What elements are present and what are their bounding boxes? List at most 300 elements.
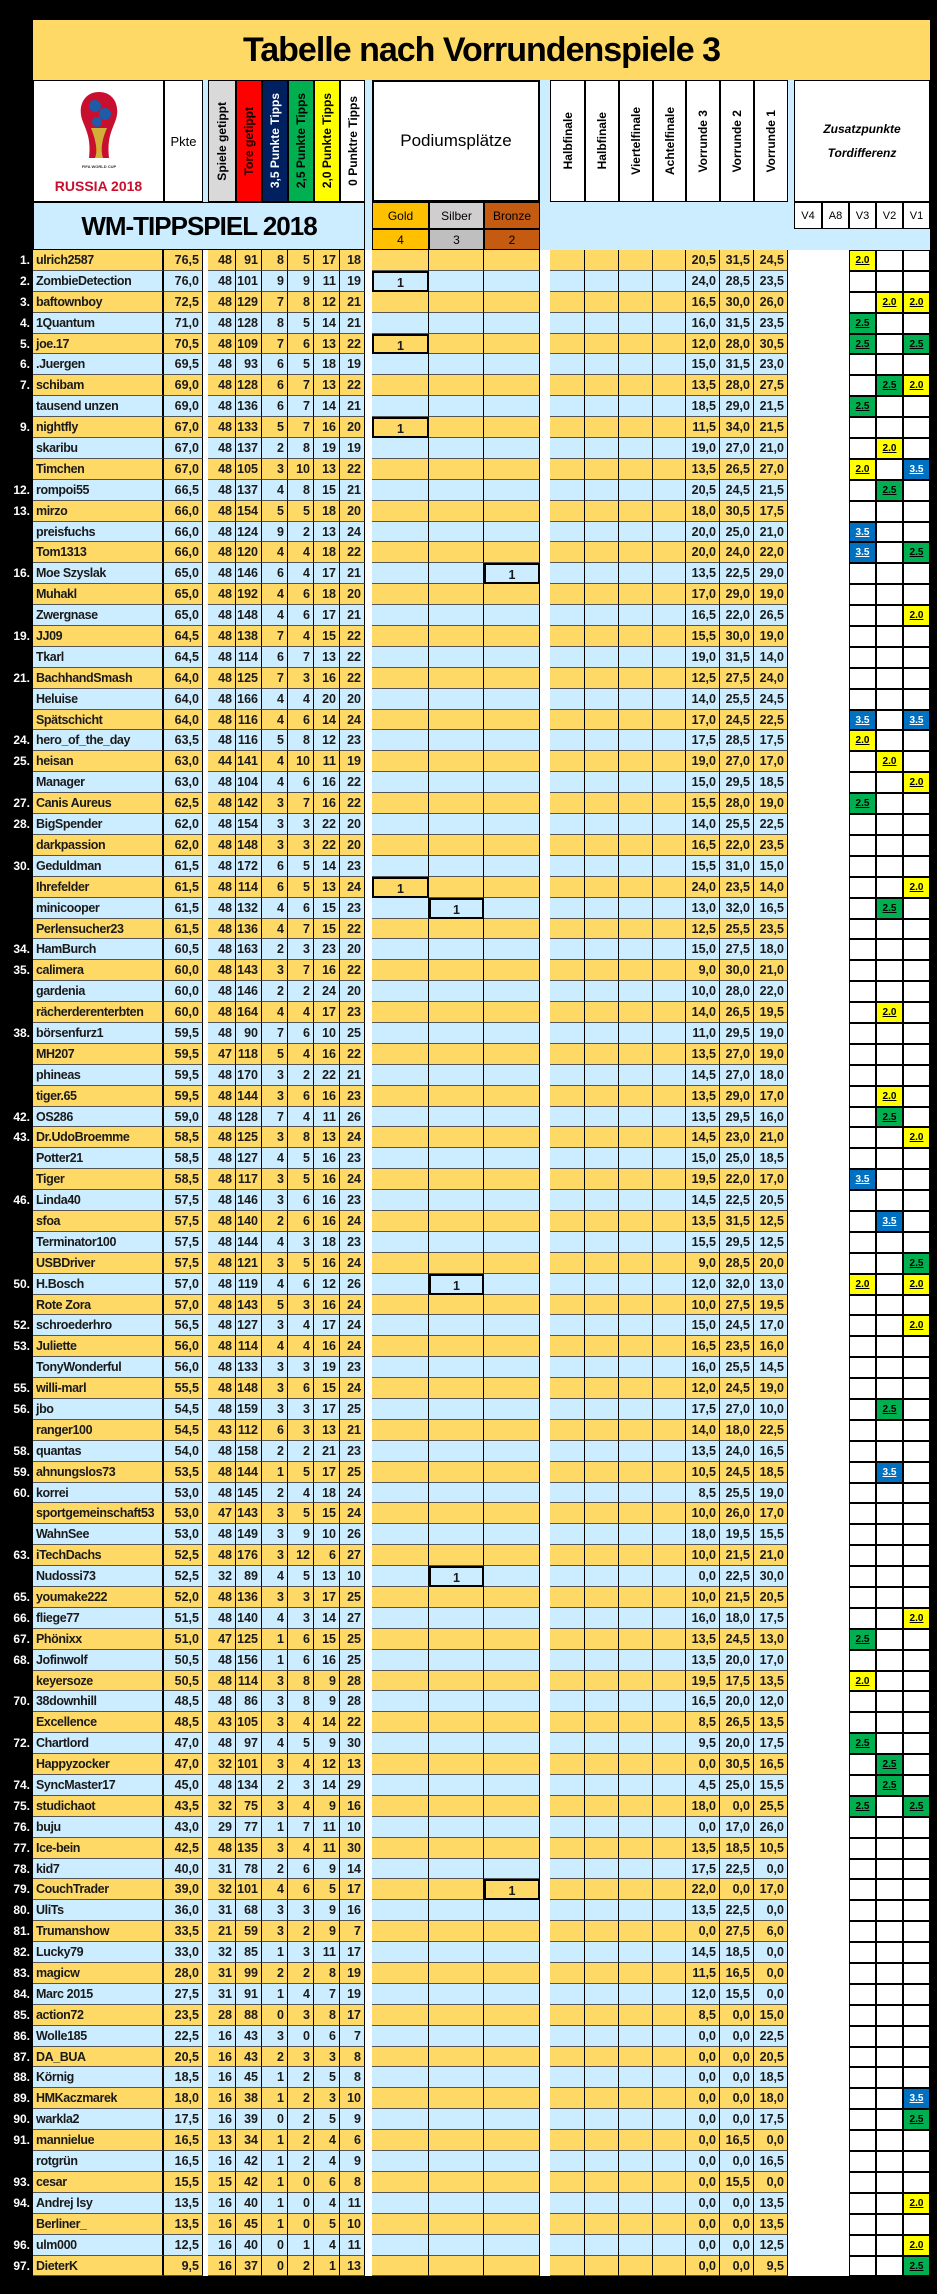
rank-cell: 67. (0, 1629, 33, 1650)
rank-cell: 6. (0, 354, 33, 375)
podium-bronze-cell (484, 1942, 540, 1963)
rank-cell (0, 981, 33, 1002)
tips-2-0-cell: 4 (314, 2130, 340, 2151)
points-cell: 47,0 (164, 1754, 203, 1775)
table-row (0, 334, 937, 355)
podium-bronze-cell (484, 1671, 540, 1692)
rank-cell: 65. (0, 1587, 33, 1608)
vorrunde-2-cell: 27,0 (720, 438, 754, 459)
rank-cell: 21. (0, 668, 33, 689)
games-tipped-cell: 48 (208, 584, 236, 605)
points-cell: 65,0 (164, 563, 203, 584)
spacer (930, 1503, 937, 1524)
viertelfinale-cell (619, 584, 653, 605)
achtelfinale-cell (653, 1733, 686, 1754)
achtelfinale-cell (653, 271, 686, 292)
points-cell: 40,0 (164, 1859, 203, 1880)
games-tipped-cell: 43 (208, 1712, 236, 1733)
zusatz-v3-cell (849, 1754, 876, 1775)
rank-cell (0, 1524, 33, 1545)
tips-0-cell: 21 (340, 396, 365, 417)
halbfinale-2-cell (585, 1420, 619, 1441)
tips-3-5-cell: 3 (262, 1545, 288, 1566)
vorrunde-2-cell: 29,5 (720, 1232, 754, 1253)
halbfinale-1-cell (550, 1733, 585, 1754)
tips-2-5-cell: 4 (288, 1315, 314, 1336)
player-name-cell: BachhandSmash (33, 668, 164, 689)
tips-2-5-cell: 3 (288, 1587, 314, 1608)
tips-0-cell: 22 (340, 1044, 365, 1065)
column-gap (365, 1462, 372, 1483)
vorrunde-3-cell: 17,5 (686, 730, 720, 751)
tips-3-5-cell: 4 (262, 1608, 288, 1629)
vorrunde-2-cell: 23,0 (720, 1127, 754, 1148)
tips-2-0-cell: 14 (314, 396, 340, 417)
rank-cell: 72. (0, 1733, 33, 1754)
halbfinale-2-cell (585, 1148, 619, 1169)
tips-3-5-cell: 2 (262, 1211, 288, 1232)
tips-2-5-cell: 6 (288, 1274, 314, 1295)
tips-0-cell: 21 (340, 605, 365, 626)
tips-0-cell: 26 (340, 1524, 365, 1545)
zusatz-v2-cell (876, 2088, 903, 2109)
table-row (0, 1608, 937, 1629)
zusatz-v1-cell (903, 2026, 930, 2047)
zusatz-v2-cell (876, 1796, 903, 1817)
column-gap (365, 1775, 372, 1796)
zusatz-v2-cell (876, 1441, 903, 1462)
halbfinale-2-cell (585, 354, 619, 375)
halbfinale-2-cell (585, 1232, 619, 1253)
zusatz-v2-cell (876, 981, 903, 1002)
viertelfinale-cell (619, 2005, 653, 2026)
player-name-cell: Dr.UdoBroemme (33, 1127, 164, 1148)
tips-2-5-cell: 8 (288, 480, 314, 501)
vorrunde-2-cell: 31,5 (720, 250, 754, 271)
rank-cell: 25. (0, 751, 33, 772)
halbfinale-1-cell (550, 2172, 585, 2193)
zusatz-v2-cell (876, 2130, 903, 2151)
podium-bronze-cell (484, 1900, 540, 1921)
vorrunde-2-cell: 25,5 (720, 814, 754, 835)
zusatz-v3-cell (849, 960, 876, 981)
vorrunde-2-cell: 25,5 (720, 689, 754, 710)
viertelfinale-cell (619, 1378, 653, 1399)
halbfinale-1-cell (550, 2151, 585, 2172)
games-tipped-cell: 48 (208, 1002, 236, 1023)
vorrunde-1-cell: 9,5 (754, 2256, 788, 2277)
podium-gold-cell (372, 354, 429, 375)
zusatz-v1-cell (903, 1274, 930, 1295)
vorrunde-3-cell: 18,0 (686, 1524, 720, 1545)
podium-gold-cell (372, 2005, 429, 2026)
tips-2-5-cell: 5 (288, 877, 314, 898)
vorrunde-1-cell: 17,0 (754, 751, 788, 772)
tips-3-5-cell: 2 (262, 981, 288, 1002)
zusatz-v2-cell (876, 1232, 903, 1253)
games-tipped-cell: 48 (208, 1315, 236, 1336)
spacer (930, 1796, 937, 1817)
zusatz-v4-cell (794, 2047, 822, 2068)
games-tipped-cell: 48 (208, 1483, 236, 1504)
podium-gold-cell: 1 (372, 417, 429, 438)
column-gap (365, 1838, 372, 1859)
vorrunde-3-cell: 15,5 (686, 626, 720, 647)
table-row (0, 417, 937, 438)
zusatz-v3-cell (849, 689, 876, 710)
halbfinale-1-cell (550, 1921, 585, 1942)
rank-cell (0, 459, 33, 480)
spacer (930, 250, 937, 271)
tips-3-5-cell: 4 (262, 1148, 288, 1169)
spacer (930, 1211, 937, 1232)
column-gap (540, 250, 550, 271)
halbfinale-2-cell (585, 1107, 619, 1128)
column-gap (365, 605, 372, 626)
achtelfinale-cell (653, 2130, 686, 2151)
player-name-cell: darkpassion (33, 835, 164, 856)
viertelfinale-cell (619, 605, 653, 626)
podium-bronze-cell (484, 1253, 540, 1274)
viertelfinale-cell (619, 271, 653, 292)
zusatz-v3-cell (849, 1587, 876, 1608)
tips-0-cell: 21 (340, 480, 365, 501)
table-row (0, 1462, 937, 1483)
halbfinale-1-cell (550, 1838, 585, 1859)
podium-silber-cell (429, 877, 484, 898)
vorrunde-2-cell: 29,5 (720, 1023, 754, 1044)
tips-0-cell: 25 (340, 1023, 365, 1044)
vorrunde-3-cell: 18,0 (686, 1796, 720, 1817)
goals-tipped-cell: 132 (236, 898, 262, 919)
tips-2-5-cell: 6 (288, 1859, 314, 1880)
podium-silber-cell (429, 835, 484, 856)
player-name-cell: skaribu (33, 438, 164, 459)
table-row (0, 751, 937, 772)
vorrunde-2-cell: 25,0 (720, 1775, 754, 1796)
halbfinale-1-cell (550, 1691, 585, 1712)
vorrunde-2-cell: 26,0 (720, 1503, 754, 1524)
vorrunde-3-cell: 0,0 (686, 2047, 720, 2068)
viertelfinale-cell (619, 1879, 653, 1900)
rank-cell: 50. (0, 1274, 33, 1295)
vorrunde-2-cell: 20,0 (720, 1650, 754, 1671)
vorrunde-1-cell: 19,0 (754, 1044, 788, 1065)
podium-gold-cell (372, 730, 429, 751)
zusatz-v3-cell (849, 793, 876, 814)
podium-silber-cell (429, 2214, 484, 2235)
tips-3-5-cell: 7 (262, 292, 288, 313)
halbfinale-2-cell (585, 584, 619, 605)
bonus-badge: 2.0 (904, 2194, 929, 2213)
header-gold: Gold (372, 202, 429, 229)
vorrunde-3-cell: 15,0 (686, 1148, 720, 1169)
halbfinale-1-cell (550, 960, 585, 981)
halbfinale-1-cell (550, 1107, 585, 1128)
table-row (0, 710, 937, 731)
player-name-cell: heisan (33, 751, 164, 772)
player-name-cell: Terminator100 (33, 1232, 164, 1253)
zusatz-v3-cell (849, 2214, 876, 2235)
vorrunde-1-cell: 23,5 (754, 271, 788, 292)
bonus-badge: 2.0 (904, 1275, 929, 1294)
tips-0-cell: 22 (340, 626, 365, 647)
tips-0-cell: 21 (340, 563, 365, 584)
vorrunde-2-cell: 0,0 (720, 2193, 754, 2214)
points-cell: 28,0 (164, 1963, 203, 1984)
vorrunde-3-cell: 0,0 (686, 2256, 720, 2277)
table-row (0, 1315, 937, 1336)
goals-tipped-cell: 137 (236, 438, 262, 459)
tips-3-5-cell: 7 (262, 1107, 288, 1128)
zusatz-v3-cell (849, 1817, 876, 1838)
tips-0-cell: 30 (340, 1838, 365, 1859)
podium-silber-cell: 1 (429, 1566, 484, 1587)
zusatz-a8-cell (822, 1232, 849, 1253)
viertelfinale-cell (619, 919, 653, 940)
zusatz-v2-cell (876, 835, 903, 856)
player-name-cell: Tkarl (33, 647, 164, 668)
table-row (0, 1691, 937, 1712)
vorrunde-1-cell: 27,5 (754, 375, 788, 396)
rank-cell (0, 1148, 33, 1169)
spacer (930, 1817, 937, 1838)
points-cell: 64,0 (164, 710, 203, 731)
vorrunde-2-cell: 28,0 (720, 793, 754, 814)
halbfinale-2-cell (585, 898, 619, 919)
zusatz-v1-cell (903, 1733, 930, 1754)
tips-0-cell: 23 (340, 730, 365, 751)
podium-silber-cell: 1 (429, 898, 484, 919)
zusatz-v3-cell (849, 1712, 876, 1733)
achtelfinale-cell (653, 981, 686, 1002)
column-gap (365, 1378, 372, 1399)
tips-0-cell: 22 (340, 960, 365, 981)
points-cell: 67,0 (164, 417, 203, 438)
tips-2-0-cell: 14 (314, 1712, 340, 1733)
podium-silber-cell (429, 313, 484, 334)
tips-2-0-cell: 14 (314, 710, 340, 731)
zusatz-v3-cell (849, 939, 876, 960)
spacer (930, 542, 937, 563)
tips-0-cell: 17 (340, 2005, 365, 2026)
zusatz-v1-cell (903, 334, 930, 355)
zusatz-v2-cell (876, 1190, 903, 1211)
tips-0-cell: 17 (340, 1942, 365, 1963)
spacer (930, 1378, 937, 1399)
viertelfinale-cell (619, 2067, 653, 2088)
vorrunde-3-cell: 16,0 (686, 313, 720, 334)
player-name-cell: Zwergnase (33, 605, 164, 626)
zusatz-v2-cell (876, 396, 903, 417)
vorrunde-3-cell: 12,0 (686, 1274, 720, 1295)
vorrunde-3-cell: 13,5 (686, 563, 720, 584)
achtelfinale-cell (653, 1107, 686, 1128)
halbfinale-1-cell (550, 1775, 585, 1796)
header-z-v4: V4 (794, 202, 822, 229)
vorrunde-3-cell: 14,0 (686, 689, 720, 710)
rank-cell: 34. (0, 939, 33, 960)
spacer (930, 751, 937, 772)
column-gap (365, 939, 372, 960)
zusatz-a8-cell (822, 877, 849, 898)
zusatz-v1-cell (903, 1107, 930, 1128)
podium-silber-cell (429, 1190, 484, 1211)
podium-gold-cell (372, 1859, 429, 1880)
achtelfinale-cell (653, 772, 686, 793)
points-cell: 13,5 (164, 2214, 203, 2235)
zusatz-v4-cell (794, 1023, 822, 1044)
bonus-badge: 2.0 (850, 1275, 875, 1294)
podium-bronze-cell (484, 375, 540, 396)
viertelfinale-cell (619, 1107, 653, 1128)
tips-2-5-cell: 7 (288, 793, 314, 814)
zusatz-v1-cell (903, 2067, 930, 2088)
column-gap (540, 1190, 550, 1211)
table-row (0, 814, 937, 835)
zusatz-v3-cell (849, 2109, 876, 2130)
viertelfinale-cell (619, 1211, 653, 1232)
viertelfinale-cell (619, 1315, 653, 1336)
viertelfinale-cell (619, 1253, 653, 1274)
zusatz-v3-cell (849, 501, 876, 522)
podium-bronze-cell (484, 2026, 540, 2047)
goals-tipped-cell: 59 (236, 1921, 262, 1942)
goals-tipped-cell: 124 (236, 522, 262, 543)
zusatz-v1-cell (903, 1211, 930, 1232)
tips-0-cell: 25 (340, 1587, 365, 1608)
vorrunde-1-cell: 13,5 (754, 2193, 788, 2214)
goals-tipped-cell: 144 (236, 1462, 262, 1483)
achtelfinale-cell (653, 563, 686, 584)
goals-tipped-cell: 114 (236, 1336, 262, 1357)
table-row (0, 919, 937, 940)
tips-2-5-cell: 5 (288, 1503, 314, 1524)
zusatz-v4-cell (794, 605, 822, 626)
goals-tipped-cell: 133 (236, 1357, 262, 1378)
zusatz-v3-cell (849, 1984, 876, 2005)
viertelfinale-cell (619, 793, 653, 814)
achtelfinale-cell (653, 417, 686, 438)
vorrunde-2-cell: 24,5 (720, 710, 754, 731)
tips-3-5-cell: 3 (262, 1503, 288, 1524)
zusatz-a8-cell (822, 1044, 849, 1065)
achtelfinale-cell (653, 877, 686, 898)
viertelfinale-cell (619, 1963, 653, 1984)
header-vorrunde-1: Vorrunde 1 (754, 80, 788, 202)
column-gap (540, 2005, 550, 2026)
podium-bronze-cell (484, 250, 540, 271)
tips-0-cell: 16 (340, 1900, 365, 1921)
vorrunde-2-cell: 0,0 (720, 2214, 754, 2235)
tips-2-5-cell: 0 (288, 2172, 314, 2193)
bonus-badge: 2.0 (877, 439, 902, 458)
column-gap (365, 396, 372, 417)
podium-bronze-cell (484, 417, 540, 438)
goals-tipped-cell: 99 (236, 1963, 262, 1984)
podium-gold-cell (372, 1566, 429, 1587)
achtelfinale-cell (653, 1629, 686, 1650)
rank-cell: 2. (0, 271, 33, 292)
rank-cell: 96. (0, 2235, 33, 2256)
tips-0-cell: 19 (340, 751, 365, 772)
vorrunde-1-cell: 14,0 (754, 877, 788, 898)
column-gap (365, 542, 372, 563)
vorrunde-2-cell: 30,0 (720, 292, 754, 313)
player-name-cell: Wolle185 (33, 2026, 164, 2047)
tips-2-0-cell: 16 (314, 1295, 340, 1316)
podium-silber-cell (429, 354, 484, 375)
podium-gold-cell (372, 1671, 429, 1692)
tips-3-5-cell: 2 (262, 1963, 288, 1984)
vorrunde-1-cell: 12,5 (754, 1232, 788, 1253)
tips-2-0-cell: 22 (314, 814, 340, 835)
player-name-cell: Heluise (33, 689, 164, 710)
vorrunde-2-cell: 29,0 (720, 584, 754, 605)
zusatz-a8-cell (822, 1587, 849, 1608)
column-gap (540, 856, 550, 877)
column-gap (540, 1859, 550, 1880)
zusatz-v2-cell (876, 1086, 903, 1107)
podium-silber-cell (429, 1921, 484, 1942)
halbfinale-1-cell (550, 1002, 585, 1023)
podium-bronze-cell (484, 1859, 540, 1880)
podium-silber-cell (429, 1378, 484, 1399)
zusatz-v3-cell (849, 271, 876, 292)
vorrunde-3-cell: 13,0 (686, 898, 720, 919)
bonus-badge: 2.5 (877, 1776, 902, 1795)
vorrunde-2-cell: 27,0 (720, 1065, 754, 1086)
podium-silber-cell (429, 1712, 484, 1733)
zusatz-a8-cell (822, 2193, 849, 2214)
spacer (930, 375, 937, 396)
tips-2-5-cell: 5 (288, 856, 314, 877)
vorrunde-2-cell: 24,5 (720, 1629, 754, 1650)
points-cell: 57,0 (164, 1295, 203, 1316)
games-tipped-cell: 16 (208, 2088, 236, 2109)
vorrunde-2-cell: 24,5 (720, 1462, 754, 1483)
zusatz-v2-cell (876, 2256, 903, 2277)
zusatz-v3-cell (849, 1775, 876, 1796)
column-gap (540, 981, 550, 1002)
vorrunde-1-cell: 16,0 (754, 1336, 788, 1357)
halbfinale-2-cell (585, 730, 619, 751)
zusatz-v1-cell (903, 877, 930, 898)
zusatz-v2-cell (876, 563, 903, 584)
zusatz-v3-cell (849, 1295, 876, 1316)
column-gap (540, 1127, 550, 1148)
bonus-badge: 2.0 (850, 1672, 875, 1691)
zusatz-a8-cell (822, 1169, 849, 1190)
player-name-cell: Timchen (33, 459, 164, 480)
zusatz-v1-cell (903, 1441, 930, 1462)
spacer (930, 1357, 937, 1378)
vorrunde-2-cell: 15,5 (720, 2172, 754, 2193)
zusatz-v4-cell (794, 2172, 822, 2193)
column-gap (365, 1503, 372, 1524)
halbfinale-2-cell (585, 2088, 619, 2109)
points-cell: 52,5 (164, 1566, 203, 1587)
podium-bronze-cell (484, 605, 540, 626)
goals-tipped-cell: 144 (236, 1232, 262, 1253)
column-gap (540, 313, 550, 334)
zusatz-v4-cell (794, 772, 822, 793)
goals-tipped-cell: 166 (236, 689, 262, 710)
bonus-badge: 3.5 (904, 711, 929, 730)
zusatz-a8-cell (822, 772, 849, 793)
tips-2-0-cell: 15 (314, 919, 340, 940)
rank-cell: 5. (0, 334, 33, 355)
